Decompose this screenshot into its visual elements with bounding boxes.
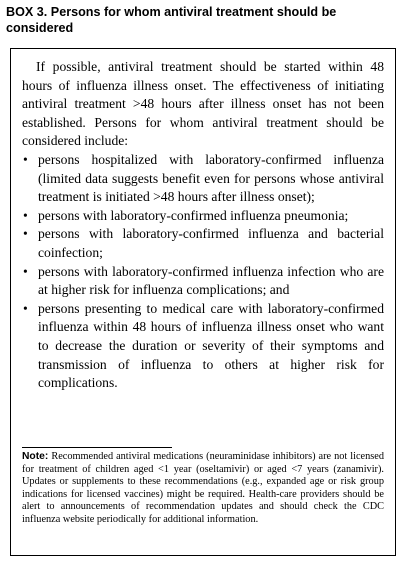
list-item: • persons with laboratory-confirmed influenza and bacterial coinfection;	[22, 225, 384, 262]
list-item: • persons hospitalized with laboratory-confirmed influenza (limited data suggests benefit even for persons whose antiviral treatment is initiated >48 hours after illness onset);	[22, 151, 384, 207]
criteria-list	[22, 151, 384, 393]
list-item: • persons with laboratory-confirmed influenza infection who are at higher risk for influenza complications; and	[22, 263, 384, 300]
note-paragraph	[22, 451, 384, 526]
intro-paragraph: If possible, antiviral treatment should be started within 48 hours of influenza illness onset. The effectiveness of initiating antiviral treatment >48 hours after illness onset has not been established. Persons for whom antiviral treatment should be considered include:	[22, 59, 384, 149]
note-text: Recommended antiviral medications (neuraminidase inhibitors) are not licensed for treatment of children aged <1 year (oseltamivir) or aged <7 years (zanamivir). Updates or supplements to these recommendations (e.g., expanded age or risk group indications for licensed vaccines) might be required. Health-care providers should be alert to announcements of recommendation updates and should check the CDC influenza website periodically for additional information.	[22, 451, 385, 525]
box-body	[22, 58, 384, 393]
note-label: Note:	[22, 451, 49, 462]
list-item: • persons presenting to medical care with laboratory-confirmed influenza within 48 hours of influenza illness onset who want to decrease the duration or severity of their symptoms and transmission of influenza to others at higher risk for complications.	[22, 300, 384, 393]
list-item: • persons with laboratory-confirmed influenza pneumonia;	[22, 207, 384, 226]
note-divider	[22, 447, 172, 448]
box-title: BOX 3. Persons for whom antiviral treatment should be considered	[6, 5, 337, 35]
